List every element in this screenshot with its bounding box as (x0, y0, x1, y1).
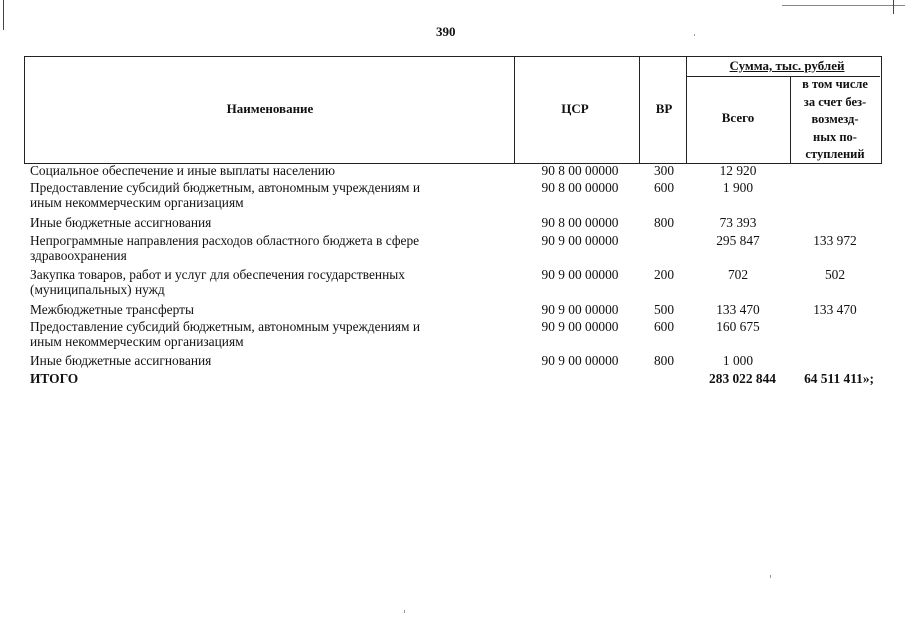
row-csr: 90 9 00 00000 (541, 302, 619, 317)
row-name (30, 163, 500, 178)
row-vr: 200 (653, 267, 675, 282)
header-free-line: ных по- (813, 129, 857, 144)
grand-total-free-value: 64 511 411»; (804, 371, 874, 386)
row-name-line: иным некоммерческим организациям (30, 334, 244, 349)
row-csr: 90 8 00 00000 (541, 180, 619, 195)
header-vr: ВР (655, 101, 673, 116)
row-csr: 90 9 00 00000 (541, 233, 619, 248)
row-total: 1 000 (722, 353, 754, 368)
row-csr: 90 9 00 00000 (541, 353, 619, 368)
header-total: Всего (721, 110, 755, 125)
row-name-line: Иные бюджетные ассигнования (30, 353, 212, 368)
row-name-line: здравоохранения (30, 248, 127, 263)
row-name-line: иным некоммерческим организациям (30, 195, 244, 210)
row-name-line: Иные бюджетные ассигнования (30, 215, 212, 230)
col-divider-csr (639, 56, 640, 164)
header-free-receipts (792, 76, 878, 164)
page-number: 390 (436, 24, 456, 39)
scan-speck (694, 34, 695, 36)
row-total: 12 920 (719, 163, 757, 178)
scan-mark-right (893, 0, 894, 14)
col-divider-vr (686, 56, 687, 164)
header-name: Наименование (226, 101, 314, 116)
row-csr: 90 8 00 00000 (541, 163, 619, 178)
header-amount-group: Сумма, тыс. рублей (729, 58, 845, 73)
row-total: 1 900 (722, 180, 754, 195)
row-name-line: Закупка товаров, работ и услуг для обеспечения государственных (30, 267, 405, 282)
row-name (30, 319, 500, 349)
scan-speck (770, 575, 771, 578)
row-vr: 600 (653, 180, 675, 195)
row-vr: 500 (653, 302, 675, 317)
row-csr: 90 9 00 00000 (541, 319, 619, 334)
row-total: 133 470 (716, 302, 760, 317)
col-divider-name (514, 56, 515, 164)
grand-total-value: 283 022 844 (709, 371, 776, 386)
col-divider-total (790, 76, 791, 164)
row-free: 502 (824, 267, 846, 282)
row-name-line: Межбюджетные трансферты (30, 302, 194, 317)
row-vr: 800 (653, 353, 675, 368)
row-name-line: Предоставление субсидий бюджетным, автономным учреждениям и (30, 319, 421, 334)
scan-mark-top-right (782, 5, 905, 6)
row-name (30, 180, 500, 210)
row-csr: 90 9 00 00000 (541, 267, 619, 282)
scan-speck (404, 610, 405, 613)
header-free-line: за счет без- (803, 94, 867, 109)
row-name (30, 267, 500, 297)
row-total: 295 847 (716, 233, 760, 248)
row-name-line: (муниципальных) нужд (30, 282, 165, 297)
row-name-line: Непрограммные направления расходов областного бюджета в сфере (30, 233, 420, 248)
row-free: 133 972 (813, 233, 857, 248)
row-vr: 600 (653, 319, 675, 334)
header-free-line: возмезд- (811, 112, 859, 126)
row-name (30, 302, 500, 317)
header-free-line: в том числе (802, 77, 868, 91)
row-total: 73 393 (719, 215, 757, 230)
row-vr: 800 (653, 215, 675, 230)
row-name-line: Социальное обеспечение и иные выплаты населению (30, 163, 335, 178)
row-total: 160 675 (716, 319, 760, 334)
scan-mark-left (3, 0, 4, 30)
row-name (30, 233, 500, 263)
row-name (30, 215, 500, 230)
row-vr: 300 (653, 163, 675, 178)
row-csr: 90 8 00 00000 (541, 215, 619, 230)
header-free-line: ступлений (805, 147, 865, 161)
row-name-line: Предоставление субсидий бюджетным, автономным учреждениям и (30, 180, 421, 195)
row-free: 133 470 (813, 302, 857, 317)
row-name (30, 353, 500, 368)
grand-total-label: ИТОГО (30, 371, 79, 386)
row-total: 702 (727, 267, 749, 282)
header-csr: ЦСР (561, 101, 589, 116)
